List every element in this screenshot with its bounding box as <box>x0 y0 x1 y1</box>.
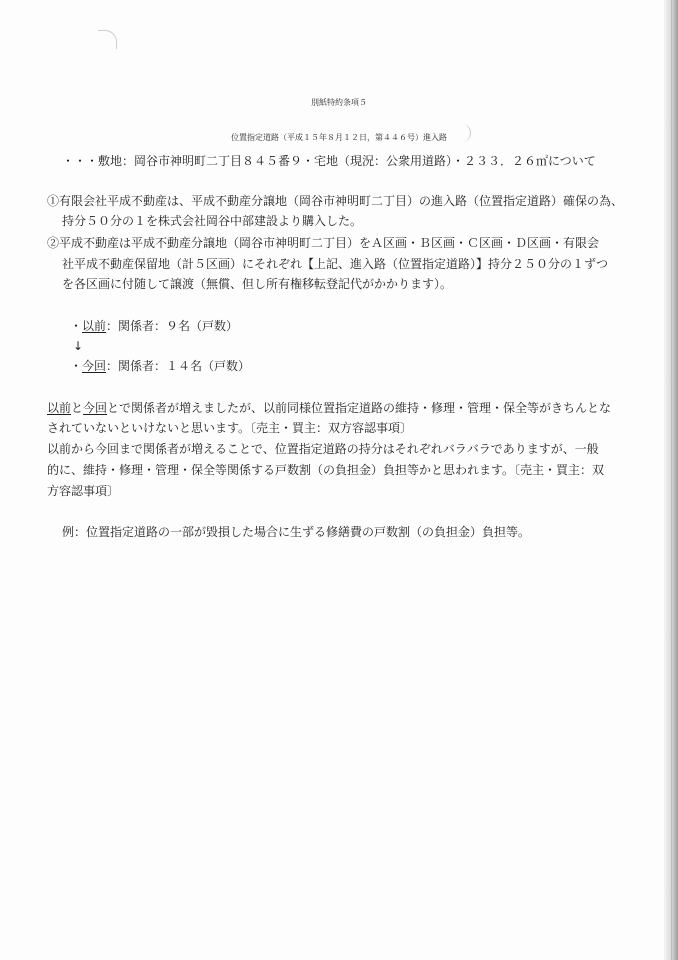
paragraph-1-rest: とで関係者が増えましたが、以前同様位置指定道路の維持・修理・管理・保全等がきちんとな <box>107 401 612 415</box>
paragraph-2-line-2: 的に、維持・修理・管理・保全等関係する戸数割（の負担金）負担等かと思われます。〔売主・買主：双 <box>47 463 605 477</box>
before-text: ：関係者：９名（戸数） <box>106 319 239 333</box>
word-before: 以前 <box>47 401 72 415</box>
paragraph-1-line-1 <box>47 400 611 416</box>
bullet: ・ <box>70 359 83 373</box>
document-subtitle: 位置指定道路（平成１５年８月１２日，第４４６号）進入路 <box>231 133 447 142</box>
word-now: 今回 <box>83 401 108 415</box>
subject-line: ・・・敷地：岡谷市神明町二丁目８４５番９・宅地（現況：公衆用道路）・２３３．２６㎡について <box>62 154 596 168</box>
item-1-line-2: 持分５０分の１を株式会社岡谷中部建設より購入した。 <box>62 214 363 228</box>
example-line: 例：位置指定道路の一部が毀損した場合に生ずる修繕費の戸数割（の負担金）負担等。 <box>62 525 531 539</box>
document-title: 別紙特約条項５ <box>311 98 367 107</box>
down-arrow-icon: ↓ <box>73 339 84 353</box>
after-label: 今回 <box>82 359 107 373</box>
item-2-line-2: 社平成不動産保留地（計５区画）にそれぞれ【上記、進入路（位置指定道路）】持分２５０分の１ずつ <box>62 257 609 271</box>
item-2-line-3: を各区画に付随して譲渡（無償、但し所有権移転登記代がかかります）。 <box>62 277 453 291</box>
after-text: ：関係者：１４名（戸数） <box>106 359 251 373</box>
before-label: 以前 <box>82 319 107 333</box>
after-line <box>70 358 250 374</box>
paragraph-2-line-1: 以前から今回まで関係者が増えることで、位置指定道路の持分はそれぞれバラバラでありますが、一般 <box>47 442 599 456</box>
paragraph-2-line-3: 方容認事項〕 <box>47 484 120 498</box>
paragraph-1-line-2: されていないといけないと思います。〔売主・買主：双方容認事項〕 <box>47 421 413 435</box>
before-line <box>70 318 238 334</box>
bullet: ・ <box>70 319 83 333</box>
item-2-line-1: ②平成不動産は平成不動産分譲地（岡谷市神明町二丁目）をＡ区画・Ｂ区画・Ｃ区画・Ｄ区画・有限会 <box>47 236 600 250</box>
item-1-line-1: ①有限会社平成不動産は、平成不動産分譲地（岡谷市神明町二丁目）の進入路（位置指定道路）確保の為、 <box>47 194 624 208</box>
connector: と <box>71 401 84 415</box>
scan-mark <box>98 30 117 49</box>
